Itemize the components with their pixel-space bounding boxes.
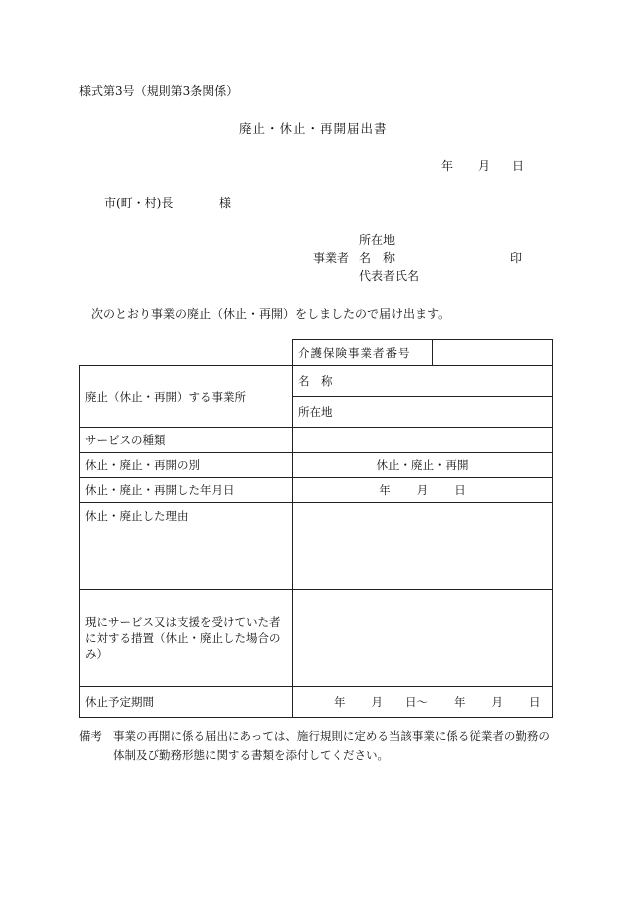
- office-name-field[interactable]: [293, 366, 553, 397]
- office-address-field[interactable]: [293, 397, 553, 428]
- remarks-text: 事業の再開に係る届出にあっては、施行規則に定める当該事業に係る従業者の勤務の体制及び勤務形態に関する書類を添付してください。: [113, 729, 550, 762]
- service-type-label: サービスの種類: [80, 428, 293, 453]
- notification-table: [79, 339, 553, 718]
- measures-field[interactable]: [293, 590, 553, 687]
- office-name-label: 名 称: [298, 374, 333, 388]
- applicant-address-label: 所在地: [359, 233, 396, 247]
- reason-label: 休止・廃止した理由: [80, 503, 293, 590]
- applicant-role-label: 事業者: [313, 251, 350, 265]
- blank-corner: [80, 340, 293, 366]
- date-field[interactable]: 年 月 日: [293, 478, 553, 503]
- remarks-label: 備考: [79, 729, 102, 743]
- period-label: 休止予定期間: [80, 687, 293, 718]
- date-label: 休止・廃止・再開した年月日: [80, 478, 293, 503]
- addressee-mayor: 市(町・村)長: [104, 196, 174, 210]
- form-number: 様式第3号（規則第3条関係）: [79, 84, 239, 98]
- category-value[interactable]: 休止・廃止・再開: [293, 453, 553, 478]
- date-day: 日: [512, 159, 525, 173]
- office-label: 廃止（休止・再開）する事業所: [80, 366, 293, 428]
- addressee-honorific: 様: [219, 196, 232, 210]
- category-label: 休止・廃止・再開の別: [80, 453, 293, 478]
- remarks: [79, 727, 559, 765]
- seal-mark: 印: [510, 251, 523, 265]
- office-address-label: 所在地: [298, 405, 333, 419]
- provider-number-label: 介護保険事業者番号: [293, 340, 433, 366]
- date-year: 年: [441, 159, 454, 173]
- period-field[interactable]: 年 月 日～ 年 月 日: [293, 687, 553, 718]
- applicant-name-label: 名 称: [359, 251, 396, 265]
- applicant-representative-label: 代表者氏名: [359, 269, 420, 283]
- provider-number-boxes[interactable]: [433, 340, 553, 366]
- intro-text: 次のとおり事業の廃止（休止・再開）をしましたので届け出ます。: [91, 307, 451, 321]
- page-title: 廃止・休止・再開届出書: [239, 121, 388, 136]
- date-month: 月: [478, 159, 491, 173]
- measures-label: 現にサービス又は支援を受けていた者に対する措置（休止・廃止した場合のみ）: [80, 590, 293, 687]
- service-type-field[interactable]: [293, 428, 553, 453]
- reason-field[interactable]: [293, 503, 553, 590]
